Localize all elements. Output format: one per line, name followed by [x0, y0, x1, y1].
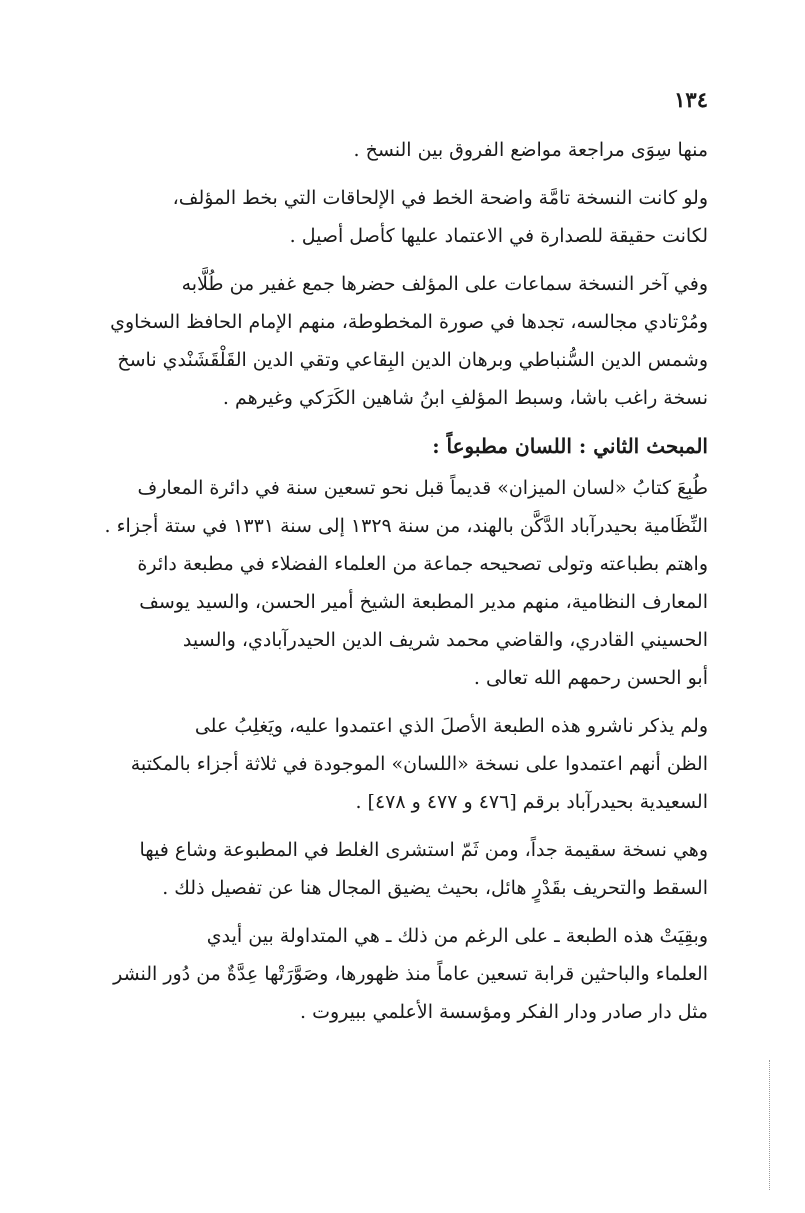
- text-line: وفي آخر النسخة سماعات على المؤلف حضرها جمع غفير من طُلَّابه: [181, 273, 708, 295]
- text-line: المعارف النظامية، منهم مدير المطبعة الشيخ أمير الحسن، والسيد يوسف: [139, 591, 708, 613]
- text-line: ولم يذكر ناشرو هذه الطبعة الأصلَ الذي اعتمدوا عليه، ويَغلِبُ على: [194, 715, 708, 737]
- paragraph: [80, 707, 708, 821]
- text-line: طُبِعَ كتابُ «لسان الميزان» قديماً قبل نحو تسعين سنة في دائرة المعارف: [137, 477, 708, 499]
- text-line: منها سِوَى مراجعة مواضع الفروق بين النسخ .: [353, 139, 708, 161]
- text-line: السعيدية بحيدرآباد برقم [٤٧٦ و ٤٧٧ و ٤٧٨] .: [355, 791, 708, 813]
- text-line: العلماء والباحثين قرابة تسعين عاماً منذ ظهورها، وصَوَّرَتْها عِدَّةٌ من دُور النشر: [113, 963, 708, 985]
- paragraph: [80, 469, 708, 697]
- text-line: مثل دار صادر ودار الفكر ومؤسسة الأعلمي ببيروت .: [300, 1001, 708, 1023]
- text-line: ومُرْتادي مجالسه، تجدها في صورة المخطوطة، منهم الإمام الحافظ السخاوي: [110, 311, 708, 333]
- text-line: السقط والتحريف بقَدْرٍ هائل، بحيث يضيق المجال هنا عن تفصيل ذلك .: [162, 877, 708, 899]
- document-page: [80, 85, 708, 1041]
- text-line: نسخة راغب باشا، وسبط المؤلفِ ابنُ شاهين الكَرَكي وغيرهم .: [222, 387, 708, 409]
- page-number: ١٣٤: [674, 87, 708, 112]
- section-heading: المبحث الثاني : اللسان مطبوعاً :: [432, 434, 708, 458]
- section-after: [80, 469, 708, 1031]
- paragraph: [80, 131, 708, 169]
- text-line: الحسيني القادري، والقاضي محمد شريف الدين الحيدرآبادي، والسيد: [182, 629, 708, 651]
- text-line: الظن أنهم اعتمدوا على نسخة «اللسان» الموجودة في ثلاثة أجزاء بالمكتبة: [130, 753, 708, 775]
- paragraph: [80, 917, 708, 1031]
- page-edge-dots: [768, 1060, 770, 1190]
- text-line: وشمس الدين السُّنباطي وبرهان الدين البِقاعي وتقي الدين القَلْقَشَنْدي ناسخ: [117, 349, 708, 371]
- paragraph: [80, 179, 708, 255]
- text-line: ولو كانت النسخة تامَّة واضحة الخط في الإلحاقات التي بخط المؤلف،: [172, 187, 708, 209]
- text-line: لكانت حقيقة للصدارة في الاعتماد عليها كأصل أصيل .: [289, 225, 708, 247]
- section-before: [80, 131, 708, 417]
- paragraph: [80, 831, 708, 907]
- paragraph: [80, 265, 708, 417]
- text-line: النِّظَامية بحيدرآباد الدَّكَّن بالهند، من سنة ١٣٢٩ إلى سنة ١٣٣١ في ستة أجزاء .: [104, 515, 708, 537]
- text-line: وبقِيَتْ هذه الطبعة ـ على الرغم من ذلك ـ هي المتداولة بين أيدي: [206, 925, 708, 947]
- text-line: أبو الحسن رحمهم الله تعالى .: [473, 667, 708, 689]
- text-line: واهتم بطباعته وتولى تصحيحه جماعة من العلماء الفضلاء في مطبعة دائرة: [137, 553, 708, 575]
- text-line: وهي نسخة سقيمة جداً، ومن ثَمّ استشرى الغلط في المطبوعة وشاع فيها: [139, 839, 708, 861]
